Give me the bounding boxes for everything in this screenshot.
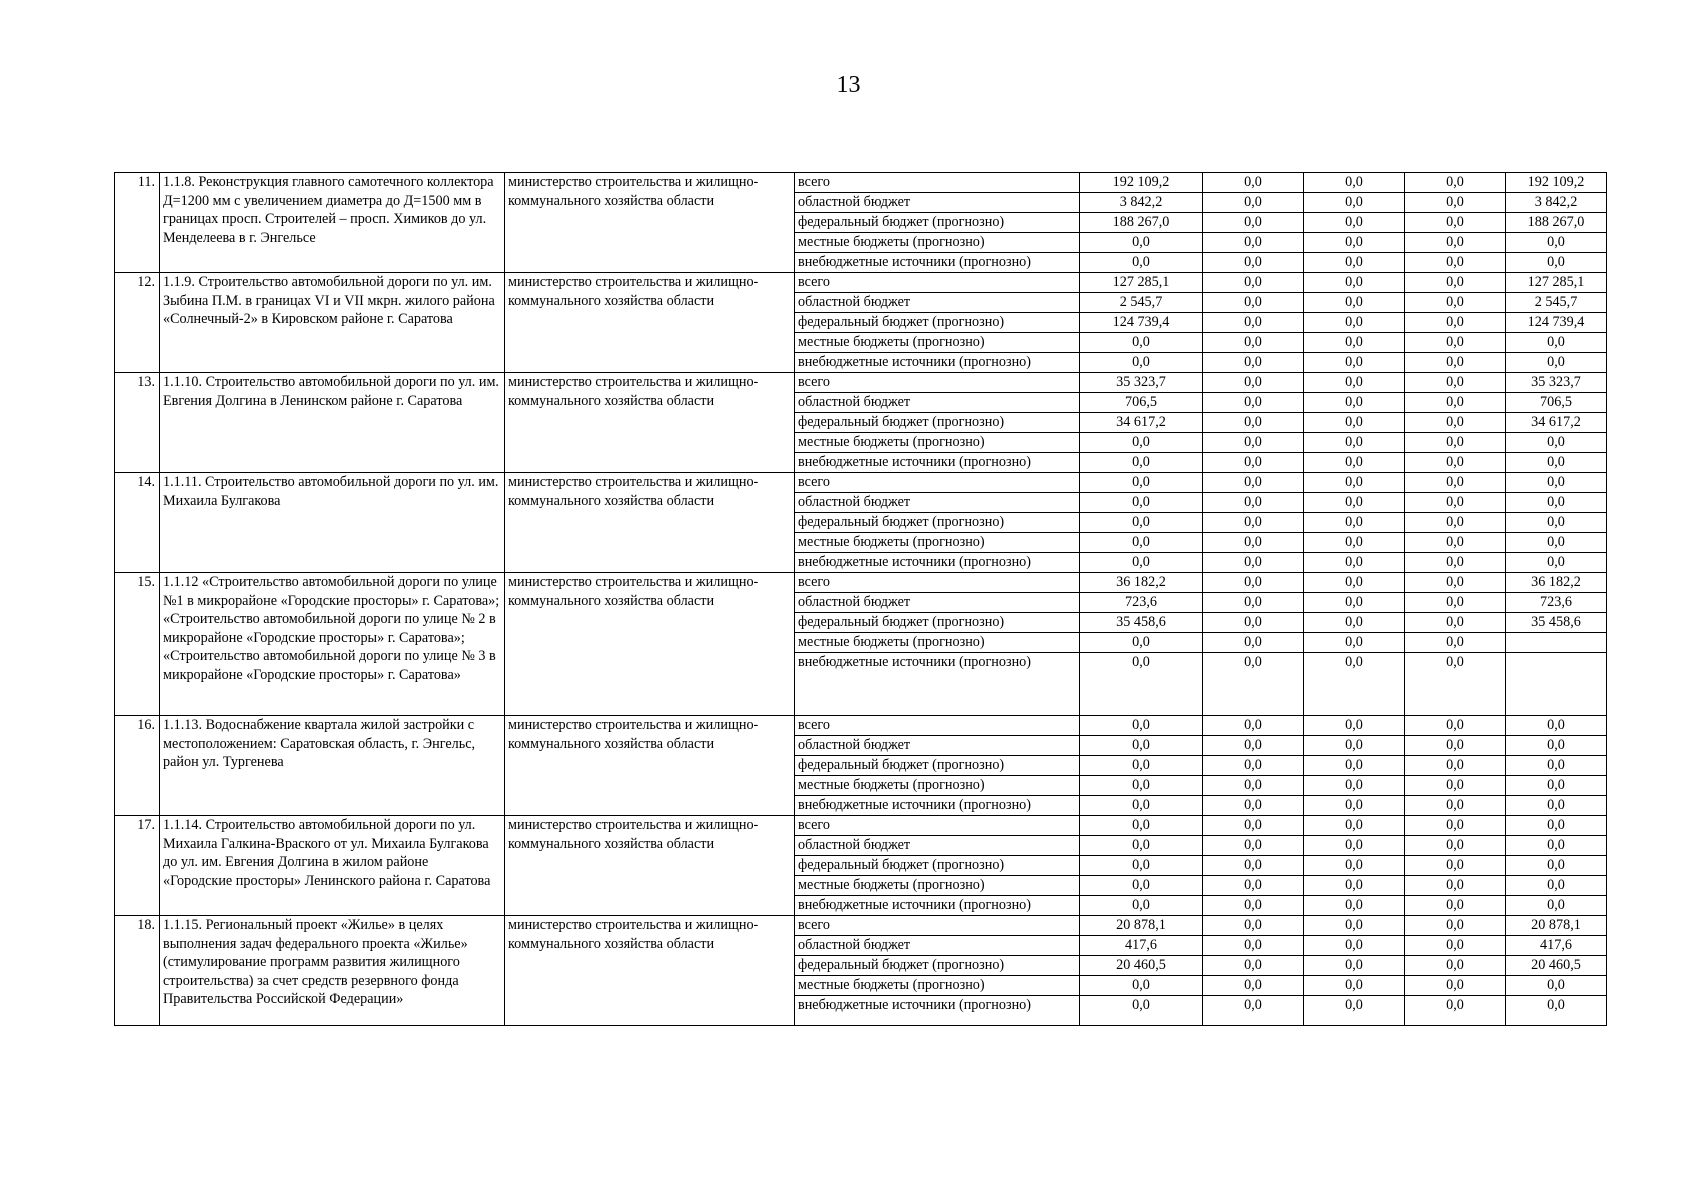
executor-name: министерство строительства и жилищно-коммунального хозяйства области — [505, 373, 795, 473]
amount-cell: 0,0 — [1304, 353, 1405, 373]
executor-name: министерство строительства и жилищно-коммунального хозяйства области — [505, 473, 795, 573]
amount-cell: 0,0 — [1405, 956, 1506, 976]
row-number: 14. — [115, 473, 160, 573]
row-number: 15. — [115, 573, 160, 716]
amount-cell: 0,0 — [1203, 653, 1304, 716]
amount-cell: 0,0 — [1506, 453, 1607, 473]
amount-cell: 0,0 — [1405, 613, 1506, 633]
executor-name: министерство строительства и жилищно-коммунального хозяйства области — [505, 916, 795, 1026]
funding-source-label: местные бюджеты (прогнозно) — [795, 633, 1080, 653]
amount-cell: 0,0 — [1506, 776, 1607, 796]
amount-cell: 192 109,2 — [1080, 173, 1203, 193]
amount-cell: 0,0 — [1405, 353, 1506, 373]
row-number: 17. — [115, 816, 160, 916]
amount-cell: 0,0 — [1080, 253, 1203, 273]
amount-cell: 0,0 — [1405, 413, 1506, 433]
table-row — [115, 373, 1607, 393]
table-row — [115, 573, 1607, 593]
funding-source-label: всего — [795, 473, 1080, 493]
amount-cell: 0,0 — [1506, 433, 1607, 453]
amount-cell: 0,0 — [1203, 876, 1304, 896]
amount-cell: 0,0 — [1203, 453, 1304, 473]
amount-cell: 0,0 — [1405, 816, 1506, 836]
amount-cell: 0,0 — [1304, 756, 1405, 776]
amount-cell: 0,0 — [1203, 613, 1304, 633]
amount-cell: 0,0 — [1203, 553, 1304, 573]
amount-cell: 0,0 — [1304, 393, 1405, 413]
measure-description: 1.1.10. Строительство автомобильной дороги по ул. им. Евгения Долгина в Ленинском районе г. Саратова — [160, 373, 505, 473]
funding-source-label: федеральный бюджет (прогнозно) — [795, 856, 1080, 876]
amount-cell: 0,0 — [1405, 796, 1506, 816]
amount-cell: 0,0 — [1405, 233, 1506, 253]
amount-cell: 0,0 — [1304, 493, 1405, 513]
funding-source-label: внебюджетные источники (прогнозно) — [795, 453, 1080, 473]
amount-cell: 0,0 — [1080, 333, 1203, 353]
amount-cell: 0,0 — [1405, 633, 1506, 653]
amount-cell: 0,0 — [1080, 633, 1203, 653]
funding-source-label: всего — [795, 173, 1080, 193]
amount-cell: 723,6 — [1080, 593, 1203, 613]
measure-description: 1.1.15. Региональный проект «Жилье» в целях выполнения задач федерального проекта «Жилье» (стимулирование программ развития жилищного строительства) за счет средств резервного фонда Правительства Российской Федерации» — [160, 916, 505, 1026]
funding-source-label: федеральный бюджет (прогнозно) — [795, 956, 1080, 976]
row-number: 12. — [115, 273, 160, 373]
amount-cell: 0,0 — [1203, 493, 1304, 513]
amount-cell: 0,0 — [1405, 876, 1506, 896]
table-row — [115, 473, 1607, 493]
funding-source-label: всего — [795, 273, 1080, 293]
funding-source-label: всего — [795, 573, 1080, 593]
amount-cell: 0,0 — [1405, 593, 1506, 613]
amount-cell: 0,0 — [1304, 533, 1405, 553]
amount-cell: 0,0 — [1203, 333, 1304, 353]
amount-cell: 0,0 — [1080, 533, 1203, 553]
amount-cell: 0,0 — [1405, 493, 1506, 513]
amount-cell: 0,0 — [1304, 896, 1405, 916]
amount-cell: 0,0 — [1405, 433, 1506, 453]
amount-cell: 0,0 — [1304, 573, 1405, 593]
amount-cell: 0,0 — [1405, 573, 1506, 593]
amount-cell: 0,0 — [1405, 273, 1506, 293]
amount-cell: 0,0 — [1080, 776, 1203, 796]
funding-source-label: внебюджетные источники (прогнозно) — [795, 996, 1080, 1026]
table-row — [115, 173, 1607, 193]
amount-cell: 124 739,4 — [1506, 313, 1607, 333]
amount-cell: 127 285,1 — [1080, 273, 1203, 293]
amount-cell: 0,0 — [1405, 756, 1506, 776]
measure-description: 1.1.11. Строительство автомобильной дороги по ул. им. Михаила Булгакова — [160, 473, 505, 573]
amount-cell: 0,0 — [1203, 353, 1304, 373]
amount-cell: 0,0 — [1203, 393, 1304, 413]
amount-cell: 0,0 — [1203, 173, 1304, 193]
amount-cell: 188 267,0 — [1506, 213, 1607, 233]
funding-source-label: областной бюджет — [795, 293, 1080, 313]
funding-source-label: внебюджетные источники (прогнозно) — [795, 553, 1080, 573]
funding-source-label: внебюджетные источники (прогнозно) — [795, 353, 1080, 373]
amount-cell: 0,0 — [1304, 856, 1405, 876]
amount-cell: 0,0 — [1080, 513, 1203, 533]
amount-cell: 0,0 — [1304, 653, 1405, 716]
row-number: 11. — [115, 173, 160, 273]
table-row — [115, 816, 1607, 836]
amount-cell: 0,0 — [1304, 333, 1405, 353]
amount-cell: 0,0 — [1506, 976, 1607, 996]
funding-source-label: областной бюджет — [795, 836, 1080, 856]
amount-cell: 35 458,6 — [1080, 613, 1203, 633]
amount-cell: 2 545,7 — [1506, 293, 1607, 313]
amount-cell: 34 617,2 — [1506, 413, 1607, 433]
amount-cell: 0,0 — [1203, 796, 1304, 816]
funding-source-label: внебюджетные источники (прогнозно) — [795, 896, 1080, 916]
amount-cell: 0,0 — [1304, 213, 1405, 233]
amount-cell: 3 842,2 — [1080, 193, 1203, 213]
amount-cell: 0,0 — [1304, 233, 1405, 253]
amount-cell: 0,0 — [1080, 353, 1203, 373]
funding-source-label: областной бюджет — [795, 193, 1080, 213]
row-number: 18. — [115, 916, 160, 1026]
amount-cell: 0,0 — [1304, 193, 1405, 213]
amount-cell: 0,0 — [1080, 453, 1203, 473]
amount-cell: 706,5 — [1506, 393, 1607, 413]
amount-cell: 0,0 — [1203, 313, 1304, 333]
amount-cell: 20 878,1 — [1506, 916, 1607, 936]
amount-cell: 0,0 — [1506, 876, 1607, 896]
amount-cell: 0,0 — [1506, 896, 1607, 916]
amount-cell: 0,0 — [1203, 593, 1304, 613]
table-row — [115, 273, 1607, 293]
amount-cell: 0,0 — [1304, 956, 1405, 976]
amount-cell: 2 545,7 — [1080, 293, 1203, 313]
amount-cell: 0,0 — [1506, 736, 1607, 756]
amount-cell: 0,0 — [1506, 756, 1607, 776]
funding-source-label: местные бюджеты (прогнозно) — [795, 233, 1080, 253]
amount-cell: 0,0 — [1405, 533, 1506, 553]
amount-cell: 0,0 — [1203, 976, 1304, 996]
amount-cell: 0,0 — [1405, 553, 1506, 573]
amount-cell: 0,0 — [1304, 593, 1405, 613]
funding-source-label: федеральный бюджет (прогнозно) — [795, 313, 1080, 333]
amount-cell: 0,0 — [1405, 716, 1506, 736]
measure-description: 1.1.12 «Строительство автомобильной дороги по улице №1 в микрорайоне «Городские просторы» г. Саратова»; «Строительство автомобильной дороги по улице № 2 в микрорайоне «Городские просторы» г. Саратова»; «Строительство автомобильной дороги по улице № 3 в микрорайоне «Городские просторы» г. Саратова» — [160, 573, 505, 716]
funding-source-label: федеральный бюджет (прогнозно) — [795, 213, 1080, 233]
amount-cell: 0,0 — [1203, 293, 1304, 313]
amount-cell: 36 182,2 — [1080, 573, 1203, 593]
amount-cell: 0,0 — [1405, 313, 1506, 333]
amount-cell: 0,0 — [1405, 836, 1506, 856]
amount-cell: 706,5 — [1080, 393, 1203, 413]
amount-cell: 0,0 — [1080, 473, 1203, 493]
amount-cell: 0,0 — [1080, 736, 1203, 756]
measure-description: 1.1.8. Реконструкция главного самотечного коллектора Д=1200 мм с увеличением диаметра до Д=1500 мм в границах просп. Строителей – просп. Химиков до ул. Менделеева в г. Энгельсе — [160, 173, 505, 273]
funding-source-label: местные бюджеты (прогнозно) — [795, 776, 1080, 796]
amount-cell: 0,0 — [1304, 513, 1405, 533]
amount-cell: 0,0 — [1203, 253, 1304, 273]
funding-source-label: областной бюджет — [795, 936, 1080, 956]
amount-cell: 0,0 — [1405, 936, 1506, 956]
funding-source-label: всего — [795, 816, 1080, 836]
amount-cell: 0,0 — [1304, 293, 1405, 313]
amount-cell: 36 182,2 — [1506, 573, 1607, 593]
row-number: 16. — [115, 716, 160, 816]
amount-cell: 0,0 — [1080, 493, 1203, 513]
amount-cell: 0,0 — [1506, 333, 1607, 353]
amount-cell: 0,0 — [1304, 876, 1405, 896]
funding-table-body — [115, 173, 1607, 1026]
measure-description: 1.1.14. Строительство автомобильной дороги по ул. Михаила Галкина-Враского от ул. Михаила Булгакова до ул. им. Евгения Долгина в жилом районе «Городские просторы» Ленинского района г. Саратова — [160, 816, 505, 916]
executor-name: министерство строительства и жилищно-коммунального хозяйства области — [505, 173, 795, 273]
funding-source-label: местные бюджеты (прогнозно) — [795, 976, 1080, 996]
funding-source-label: федеральный бюджет (прогнозно) — [795, 413, 1080, 433]
funding-source-label: федеральный бюджет (прогнозно) — [795, 513, 1080, 533]
amount-cell: 0,0 — [1405, 653, 1506, 716]
amount-cell: 0,0 — [1203, 996, 1304, 1026]
amount-cell: 0,0 — [1203, 956, 1304, 976]
amount-cell: 0,0 — [1405, 453, 1506, 473]
amount-cell: 0,0 — [1080, 433, 1203, 453]
amount-cell: 0,0 — [1203, 736, 1304, 756]
amount-cell: 0,0 — [1304, 816, 1405, 836]
amount-cell: 0,0 — [1304, 936, 1405, 956]
amount-cell: 0,0 — [1203, 936, 1304, 956]
amount-cell: 0,0 — [1203, 836, 1304, 856]
amount-cell: 0,0 — [1304, 413, 1405, 433]
amount-cell: 0,0 — [1304, 736, 1405, 756]
amount-cell: 0,0 — [1506, 796, 1607, 816]
amount-cell: 0,0 — [1203, 816, 1304, 836]
amount-cell: 0,0 — [1405, 856, 1506, 876]
funding-source-label: областной бюджет — [795, 593, 1080, 613]
amount-cell: 0,0 — [1080, 796, 1203, 816]
amount-cell: 0,0 — [1405, 173, 1506, 193]
amount-cell: 0,0 — [1405, 736, 1506, 756]
amount-cell: 0,0 — [1506, 836, 1607, 856]
amount-cell: 0,0 — [1506, 473, 1607, 493]
amount-cell: 124 739,4 — [1080, 313, 1203, 333]
funding-source-label: местные бюджеты (прогнозно) — [795, 333, 1080, 353]
amount-cell: 0,0 — [1506, 513, 1607, 533]
funding-source-label: всего — [795, 373, 1080, 393]
amount-cell: 0,0 — [1405, 473, 1506, 493]
executor-name: министерство строительства и жилищно-коммунального хозяйства области — [505, 716, 795, 816]
amount-cell: 0,0 — [1304, 776, 1405, 796]
amount-cell: 0,0 — [1304, 916, 1405, 936]
amount-cell: 0,0 — [1405, 293, 1506, 313]
amount-cell: 35 323,7 — [1506, 373, 1607, 393]
amount-cell: 0,0 — [1506, 716, 1607, 736]
amount-cell: 0,0 — [1080, 836, 1203, 856]
amount-cell: 127 285,1 — [1506, 273, 1607, 293]
amount-cell: 20 460,5 — [1080, 956, 1203, 976]
amount-cell: 0,0 — [1304, 473, 1405, 493]
amount-cell: 0,0 — [1203, 513, 1304, 533]
funding-source-label: местные бюджеты (прогнозно) — [795, 533, 1080, 553]
amount-cell: 0,0 — [1506, 493, 1607, 513]
amount-cell: 0,0 — [1506, 233, 1607, 253]
amount-cell: 0,0 — [1304, 796, 1405, 816]
amount-cell — [1506, 633, 1607, 653]
funding-source-label: внебюджетные источники (прогнозно) — [795, 653, 1080, 716]
amount-cell: 35 458,6 — [1506, 613, 1607, 633]
amount-cell: 0,0 — [1080, 653, 1203, 716]
amount-cell: 0,0 — [1405, 513, 1506, 533]
amount-cell: 0,0 — [1203, 533, 1304, 553]
amount-cell: 0,0 — [1405, 976, 1506, 996]
amount-cell: 0,0 — [1304, 433, 1405, 453]
amount-cell: 0,0 — [1506, 996, 1607, 1026]
amount-cell: 0,0 — [1203, 373, 1304, 393]
amount-cell: 0,0 — [1304, 633, 1405, 653]
amount-cell: 0,0 — [1203, 233, 1304, 253]
amount-cell: 20 460,5 — [1506, 956, 1607, 976]
amount-cell: 0,0 — [1405, 776, 1506, 796]
row-number: 13. — [115, 373, 160, 473]
funding-source-label: местные бюджеты (прогнозно) — [795, 433, 1080, 453]
amount-cell: 0,0 — [1405, 896, 1506, 916]
amount-cell: 0,0 — [1405, 373, 1506, 393]
amount-cell: 0,0 — [1080, 816, 1203, 836]
amount-cell: 0,0 — [1304, 553, 1405, 573]
amount-cell: 0,0 — [1304, 253, 1405, 273]
amount-cell: 0,0 — [1304, 613, 1405, 633]
amount-cell: 0,0 — [1203, 193, 1304, 213]
amount-cell: 0,0 — [1203, 633, 1304, 653]
amount-cell: 0,0 — [1304, 313, 1405, 333]
funding-source-label: местные бюджеты (прогнозно) — [795, 876, 1080, 896]
amount-cell: 0,0 — [1080, 896, 1203, 916]
table-row — [115, 916, 1607, 936]
amount-cell: 0,0 — [1304, 173, 1405, 193]
funding-source-label: федеральный бюджет (прогнозно) — [795, 756, 1080, 776]
amount-cell: 0,0 — [1405, 916, 1506, 936]
amount-cell: 0,0 — [1203, 413, 1304, 433]
amount-cell: 0,0 — [1080, 716, 1203, 736]
amount-cell: 417,6 — [1080, 936, 1203, 956]
amount-cell: 723,6 — [1506, 593, 1607, 613]
amount-cell: 0,0 — [1506, 856, 1607, 876]
amount-cell: 0,0 — [1304, 836, 1405, 856]
amount-cell: 0,0 — [1080, 876, 1203, 896]
page-number: 13 — [836, 72, 861, 98]
funding-source-label: областной бюджет — [795, 736, 1080, 756]
funding-source-label: федеральный бюджет (прогнозно) — [795, 613, 1080, 633]
amount-cell: 0,0 — [1080, 996, 1203, 1026]
amount-cell: 0,0 — [1405, 996, 1506, 1026]
measure-description: 1.1.9. Строительство автомобильной дороги по ул. им. Зыбина П.М. в границах VI и VII мкрн. жилого района «Солнечный-2» в Кировском районе г. Саратова — [160, 273, 505, 373]
amount-cell: 0,0 — [1405, 193, 1506, 213]
executor-name: министерство строительства и жилищно-коммунального хозяйства области — [505, 816, 795, 916]
amount-cell: 0,0 — [1203, 756, 1304, 776]
amount-cell: 0,0 — [1304, 716, 1405, 736]
amount-cell: 0,0 — [1203, 916, 1304, 936]
amount-cell: 35 323,7 — [1080, 373, 1203, 393]
funding-source-label: внебюджетные источники (прогнозно) — [795, 796, 1080, 816]
amount-cell: 417,6 — [1506, 936, 1607, 956]
amount-cell: 0,0 — [1506, 816, 1607, 836]
amount-cell: 0,0 — [1405, 253, 1506, 273]
amount-cell: 0,0 — [1405, 333, 1506, 353]
amount-cell: 0,0 — [1304, 373, 1405, 393]
funding-source-label: всего — [795, 716, 1080, 736]
amount-cell: 188 267,0 — [1080, 213, 1203, 233]
funding-source-label: областной бюджет — [795, 493, 1080, 513]
amount-cell: 20 878,1 — [1080, 916, 1203, 936]
funding-table — [114, 172, 1607, 1026]
table-row — [115, 716, 1607, 736]
funding-source-label: всего — [795, 916, 1080, 936]
amount-cell: 0,0 — [1506, 253, 1607, 273]
executor-name: министерство строительства и жилищно-коммунального хозяйства области — [505, 573, 795, 716]
amount-cell: 0,0 — [1203, 776, 1304, 796]
amount-cell: 0,0 — [1506, 353, 1607, 373]
amount-cell: 0,0 — [1203, 473, 1304, 493]
executor-name: министерство строительства и жилищно-коммунального хозяйства области — [505, 273, 795, 373]
amount-cell: 0,0 — [1080, 856, 1203, 876]
amount-cell: 0,0 — [1304, 273, 1405, 293]
amount-cell: 0,0 — [1203, 716, 1304, 736]
amount-cell: 0,0 — [1203, 896, 1304, 916]
amount-cell: 0,0 — [1080, 553, 1203, 573]
measure-description: 1.1.13. Водоснабжение квартала жилой застройки с местоположением: Саратовская область, г. Энгельс, район ул. Тургенева — [160, 716, 505, 816]
amount-cell: 34 617,2 — [1080, 413, 1203, 433]
amount-cell: 0,0 — [1203, 213, 1304, 233]
amount-cell: 0,0 — [1304, 976, 1405, 996]
amount-cell: 0,0 — [1304, 453, 1405, 473]
amount-cell: 0,0 — [1203, 573, 1304, 593]
amount-cell — [1506, 653, 1607, 716]
amount-cell: 0,0 — [1080, 756, 1203, 776]
amount-cell: 0,0 — [1506, 553, 1607, 573]
amount-cell: 0,0 — [1203, 433, 1304, 453]
amount-cell: 0,0 — [1405, 213, 1506, 233]
funding-source-label: областной бюджет — [795, 393, 1080, 413]
amount-cell: 0,0 — [1203, 273, 1304, 293]
amount-cell: 3 842,2 — [1506, 193, 1607, 213]
amount-cell: 0,0 — [1203, 856, 1304, 876]
funding-source-label: внебюджетные источники (прогнозно) — [795, 253, 1080, 273]
amount-cell: 0,0 — [1304, 996, 1405, 1026]
amount-cell: 192 109,2 — [1506, 173, 1607, 193]
amount-cell: 0,0 — [1080, 233, 1203, 253]
amount-cell: 0,0 — [1080, 976, 1203, 996]
amount-cell: 0,0 — [1405, 393, 1506, 413]
amount-cell: 0,0 — [1506, 533, 1607, 553]
